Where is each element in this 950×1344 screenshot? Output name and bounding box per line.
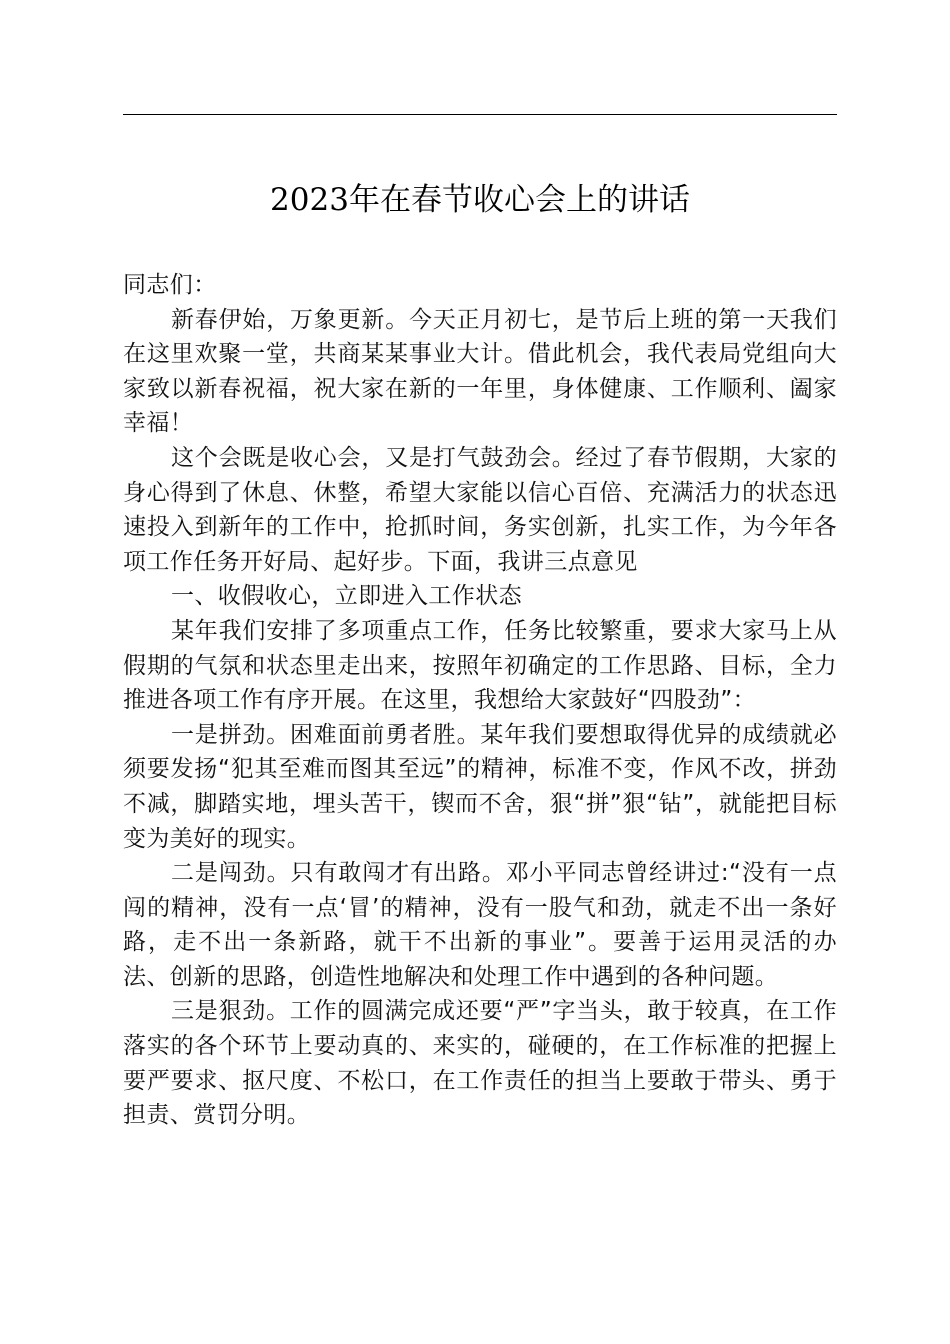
section-heading-1: 一、收假收心，立即进入工作状态 [171, 583, 522, 610]
header-rule [123, 114, 837, 115]
document-title: 2023年在春节收心会上的讲话 [270, 182, 690, 218]
salutation: 同志们： [123, 272, 217, 298]
paragraph-intro: 这个会既是收心会，又是打气鼓劲会。经过了春节假期，大家的身心得到了休息、休整，希望大家能以信心百倍、充满活力的状态迅速投入到新年的工作中，抢抓时间，务实创新，扎实工作，为今年各项工作任务开好局、起好步。下面，我讲三点意见 [123, 444, 837, 575]
paragraph-pinjin: 一是拼劲。困难面前勇者胜。某年我们要想取得优异的成绩就必须要发扬“犯其至难而图其至远”的精神，标准不变，作风不改，拼劲不减，脚踏实地，埋头苦干，锲而不舍，狠“拼”狠“钻”，就能把目标变为美好的现实。 [123, 721, 837, 852]
paragraph-greeting: 新春伊始，万象更新。今天正月初七，是节后上班的第一天我们在这里欢聚一堂，共商某某事业大计。借此机会，我代表局党组向大家致以新春祝福，祝大家在新的一年里，身体健康、工作顺利、阖家幸福！ [123, 306, 837, 437]
paragraph-chuangjin: 二是闯劲。只有敢闯才有出路。邓小平同志曾经讲过:“没有一点闯的精神，没有一点‘冒’的精神，没有一股气和劲，就走不出一条好路，走不出一条新路，就干不出新的事业”。要善于运用灵活的办法、创新的思路，创造性地解决和处理工作中遇到的各种问题。 [123, 860, 837, 990]
document-body [123, 268, 837, 1133]
paragraph-henjin: 三是狠劲。工作的圆满完成还要“严”字当头，敢于较真，在工作落实的各个环节上要动真的、来实的，碰硬的，在工作标准的把握上要严要求、抠尺度、不松口，在工作责任的担当上要敢于带头、勇于担责、赏罚分明。 [123, 998, 837, 1129]
paragraph-section-1: 某年我们安排了多项重点工作，任务比较繁重，要求大家马上从假期的气氛和状态里走出来，按照年初确定的工作思路、目标，全力推进各项工作有序开展。在这里，我想给大家鼓好“四股劲”： [123, 617, 837, 714]
